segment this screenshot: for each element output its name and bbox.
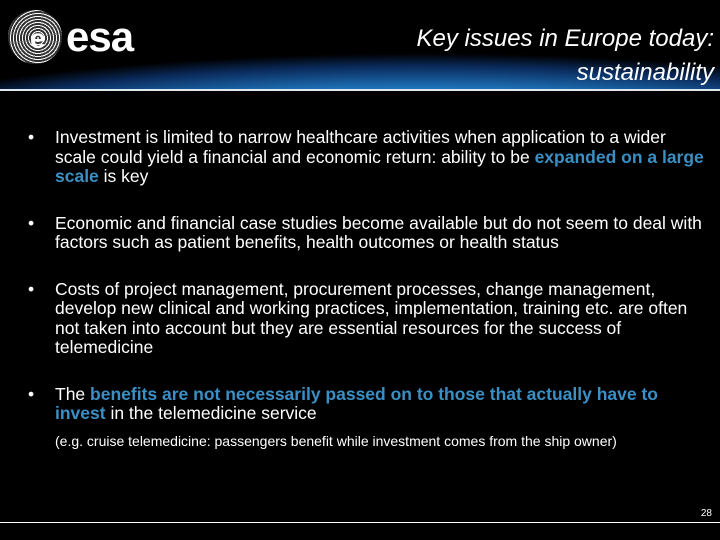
text: in the telemedicine service	[105, 403, 317, 423]
globe-icon: e	[8, 10, 62, 64]
bullet-item	[28, 280, 708, 358]
logo-text: esa	[66, 13, 134, 60]
text: The	[55, 383, 91, 404]
bullet-item	[28, 385, 708, 452]
slide-title	[416, 22, 714, 90]
footer-divider	[0, 522, 720, 523]
esa-logo	[8, 10, 133, 64]
bullet-item	[28, 214, 708, 253]
text: Investment is limited to narrow healthcare activities when application to a wider scale could yield a financial and economic return: ability to be	[55, 127, 666, 167]
example-note: (e.g. cruise telemedicine: passengers benefit while investment comes from the ship owner)	[55, 432, 617, 449]
page-number: 28	[700, 508, 712, 519]
bullet-list	[28, 128, 708, 478]
highlight-text: expanded on a large scale	[55, 146, 704, 186]
title-line-1: Key issues in Europe today:	[416, 25, 714, 52]
header-banner	[0, 0, 720, 89]
bullet-item	[28, 128, 708, 187]
bullet-icon: •	[28, 212, 35, 233]
bullet-icon: •	[28, 383, 35, 404]
title-line-2: sustainability	[576, 59, 714, 86]
text: is key	[98, 166, 149, 186]
header-divider	[0, 89, 720, 91]
bullet-icon: •	[28, 278, 35, 299]
text: Costs of project management, procurement processes, change management, develop new clinical and working practices, implementation, training etc. are often not taken into account but they are essential resources for the success of telemedicine	[55, 278, 688, 357]
text: Economic and financial case studies become available but do not seem to deal with factors such as patient benefits, health outcomes or health status	[55, 212, 702, 252]
bullet-icon: •	[28, 127, 35, 147]
highlight-text: benefits are not necessarily passed on to those that actually have to invest	[55, 383, 658, 423]
